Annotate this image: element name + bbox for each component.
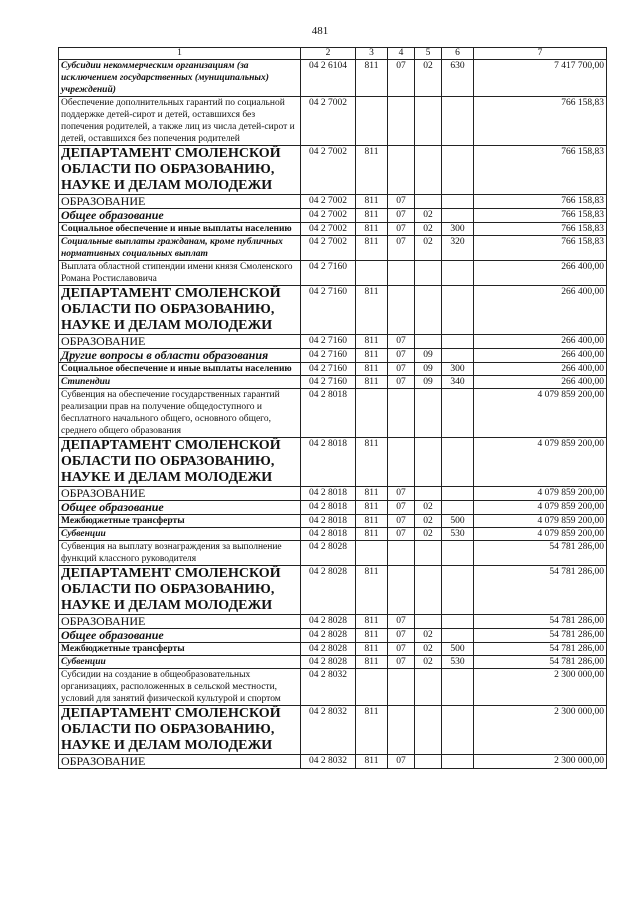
subsection-code [415, 669, 442, 706]
department-code: 811 [356, 335, 388, 349]
item-name: Обеспечение дополнительных гарантий по социальной поддержке детей-сирот и детей, оставшихся без попечения родителей, а также лиц из числа детей-сирот и детей, оставшихся без попечения родителей [59, 97, 301, 146]
section-code [388, 669, 415, 706]
table-row [59, 236, 607, 261]
amount: 766 158,83 [474, 195, 607, 209]
section-code [388, 389, 415, 438]
amount: 2 300 000,00 [474, 755, 607, 769]
department-code: 811 [356, 706, 388, 755]
subsection-code: 09 [415, 376, 442, 389]
item-name: ОБРАЗОВАНИЕ [59, 195, 301, 209]
department-code: 811 [356, 223, 388, 236]
expense-type-code [442, 629, 474, 643]
department-code: 811 [356, 209, 388, 223]
expense-type-code [442, 706, 474, 755]
subsection-code [415, 146, 442, 195]
target-code: 04 2 8018 [301, 501, 356, 515]
table-row [59, 629, 607, 643]
subsection-code: 02 [415, 643, 442, 656]
table-row [59, 335, 607, 349]
table-row [59, 209, 607, 223]
amount: 766 158,83 [474, 209, 607, 223]
target-code: 04 2 8028 [301, 566, 356, 615]
section-code: 07 [388, 376, 415, 389]
amount: 4 079 859 200,00 [474, 487, 607, 501]
department-code [356, 669, 388, 706]
table-row [59, 286, 607, 335]
table-row [59, 438, 607, 487]
subsection-code [415, 615, 442, 629]
header-row [59, 48, 607, 60]
subsection-code: 02 [415, 60, 442, 97]
amount: 766 158,83 [474, 97, 607, 146]
expense-type-code [442, 669, 474, 706]
item-name: Другие вопросы в области образования [59, 349, 301, 363]
department-code: 811 [356, 755, 388, 769]
amount: 54 781 286,00 [474, 566, 607, 615]
amount: 4 079 859 200,00 [474, 438, 607, 487]
section-code: 07 [388, 528, 415, 541]
page-number: 481 [311, 25, 329, 37]
expense-type-code: 530 [442, 528, 474, 541]
expense-type-code [442, 335, 474, 349]
amount: 7 417 700,00 [474, 60, 607, 97]
item-name: Стипендии [59, 376, 301, 389]
amount: 266 400,00 [474, 349, 607, 363]
item-name: Субвенция на выплату вознаграждения за выполнение функций классного руководителя [59, 541, 301, 566]
target-code: 04 2 7160 [301, 363, 356, 376]
subsection-code [415, 389, 442, 438]
amount: 266 400,00 [474, 363, 607, 376]
expense-type-code: 340 [442, 376, 474, 389]
header-cell: 7 [474, 48, 607, 60]
target-code: 04 2 8028 [301, 643, 356, 656]
target-code: 04 2 7160 [301, 376, 356, 389]
section-code: 07 [388, 643, 415, 656]
item-name: ОБРАЗОВАНИЕ [59, 335, 301, 349]
subsection-code [415, 195, 442, 209]
subsection-code: 02 [415, 209, 442, 223]
subsection-code: 02 [415, 236, 442, 261]
section-code: 07 [388, 515, 415, 528]
expense-type-code: 320 [442, 236, 474, 261]
table-row [59, 501, 607, 515]
header-cell: 3 [356, 48, 388, 60]
department-code [356, 97, 388, 146]
department-code: 811 [356, 515, 388, 528]
expense-type-code: 530 [442, 656, 474, 669]
amount: 266 400,00 [474, 376, 607, 389]
subsection-code [415, 706, 442, 755]
amount: 766 158,83 [474, 146, 607, 195]
table-row [59, 669, 607, 706]
item-name: ДЕПАРТАМЕНТ СМОЛЕНСКОЙ ОБЛАСТИ ПО ОБРАЗОВАНИЮ, НАУКЕ И ДЕЛАМ МОЛОДЕЖИ [59, 566, 301, 615]
department-code: 811 [356, 195, 388, 209]
budget-table [58, 47, 607, 769]
section-code: 07 [388, 487, 415, 501]
section-code: 07 [388, 335, 415, 349]
target-code: 04 2 8028 [301, 615, 356, 629]
header-cell: 1 [59, 48, 301, 60]
target-code: 04 2 7002 [301, 146, 356, 195]
target-code: 04 2 8032 [301, 669, 356, 706]
amount: 766 158,83 [474, 223, 607, 236]
table-row [59, 515, 607, 528]
table-row [59, 706, 607, 755]
target-code: 04 2 8028 [301, 541, 356, 566]
section-code: 07 [388, 501, 415, 515]
expense-type-code [442, 97, 474, 146]
section-code: 07 [388, 60, 415, 97]
subsection-code: 09 [415, 363, 442, 376]
expense-type-code [442, 541, 474, 566]
expense-type-code: 630 [442, 60, 474, 97]
amount: 54 781 286,00 [474, 656, 607, 669]
expense-type-code: 300 [442, 223, 474, 236]
section-code [388, 706, 415, 755]
amount: 2 300 000,00 [474, 706, 607, 755]
department-code [356, 541, 388, 566]
department-code: 811 [356, 487, 388, 501]
item-name: Социальные выплаты гражданам, кроме публичных нормативных социальных выплат [59, 236, 301, 261]
table-row [59, 60, 607, 97]
amount: 54 781 286,00 [474, 629, 607, 643]
table-row [59, 261, 607, 286]
table-row [59, 566, 607, 615]
subsection-code [415, 566, 442, 615]
table-row [59, 146, 607, 195]
target-code: 04 2 6104 [301, 60, 356, 97]
amount: 266 400,00 [474, 286, 607, 335]
department-code [356, 261, 388, 286]
section-code: 07 [388, 223, 415, 236]
department-code: 811 [356, 615, 388, 629]
table-row [59, 389, 607, 438]
header-cell: 2 [301, 48, 356, 60]
amount: 2 300 000,00 [474, 669, 607, 706]
section-code [388, 97, 415, 146]
item-name: ОБРАЗОВАНИЕ [59, 487, 301, 501]
target-code: 04 2 7002 [301, 195, 356, 209]
item-name: ДЕПАРТАМЕНТ СМОЛЕНСКОЙ ОБЛАСТИ ПО ОБРАЗОВАНИЮ, НАУКЕ И ДЕЛАМ МОЛОДЕЖИ [59, 706, 301, 755]
expense-type-code: 300 [442, 363, 474, 376]
item-name: ОБРАЗОВАНИЕ [59, 755, 301, 769]
section-code [388, 286, 415, 335]
table-row [59, 363, 607, 376]
section-code [388, 541, 415, 566]
target-code: 04 2 7160 [301, 335, 356, 349]
subsection-code [415, 755, 442, 769]
table-row [59, 656, 607, 669]
subsection-code [415, 541, 442, 566]
department-code: 811 [356, 629, 388, 643]
section-code: 07 [388, 349, 415, 363]
amount: 4 079 859 200,00 [474, 528, 607, 541]
section-code: 07 [388, 629, 415, 643]
item-name: Общее образование [59, 629, 301, 643]
amount: 266 400,00 [474, 335, 607, 349]
section-code [388, 438, 415, 487]
table-row [59, 349, 607, 363]
department-code [356, 389, 388, 438]
target-code: 04 2 7160 [301, 286, 356, 335]
expense-type-code [442, 487, 474, 501]
expense-type-code [442, 349, 474, 363]
target-code: 04 2 8032 [301, 755, 356, 769]
expense-type-code [442, 755, 474, 769]
subsection-code: 02 [415, 629, 442, 643]
item-name: Субвенции [59, 656, 301, 669]
subsection-code: 09 [415, 349, 442, 363]
expense-type-code [442, 146, 474, 195]
amount: 266 400,00 [474, 261, 607, 286]
item-name: Общее образование [59, 501, 301, 515]
department-code: 811 [356, 501, 388, 515]
department-code: 811 [356, 376, 388, 389]
amount: 766 158,83 [474, 236, 607, 261]
expense-type-code [442, 438, 474, 487]
table-row [59, 643, 607, 656]
amount: 4 079 859 200,00 [474, 389, 607, 438]
item-name: Выплата областной стипендии имени князя Смоленского Романа Ростиславовича [59, 261, 301, 286]
item-name: ДЕПАРТАМЕНТ СМОЛЕНСКОЙ ОБЛАСТИ ПО ОБРАЗОВАНИЮ, НАУКЕ И ДЕЛАМ МОЛОДЕЖИ [59, 146, 301, 195]
target-code: 04 2 7002 [301, 236, 356, 261]
target-code: 04 2 8028 [301, 656, 356, 669]
section-code: 07 [388, 656, 415, 669]
department-code: 811 [356, 363, 388, 376]
table-body [59, 48, 607, 769]
expense-type-code [442, 615, 474, 629]
section-code: 07 [388, 615, 415, 629]
item-name: ОБРАЗОВАНИЕ [59, 615, 301, 629]
table-row [59, 487, 607, 501]
item-name: Межбюджетные трансферты [59, 643, 301, 656]
subsection-code: 02 [415, 656, 442, 669]
table-row [59, 541, 607, 566]
department-code: 811 [356, 60, 388, 97]
item-name: Субвенции [59, 528, 301, 541]
section-code: 07 [388, 195, 415, 209]
section-code [388, 146, 415, 195]
subsection-code [415, 261, 442, 286]
target-code: 04 2 7002 [301, 223, 356, 236]
subsection-code [415, 335, 442, 349]
table-row [59, 97, 607, 146]
table-row [59, 223, 607, 236]
table-row [59, 755, 607, 769]
target-code: 04 2 8032 [301, 706, 356, 755]
subsection-code: 02 [415, 501, 442, 515]
item-name: Социальное обеспечение и иные выплаты населению [59, 363, 301, 376]
department-code: 811 [356, 643, 388, 656]
subsection-code: 02 [415, 223, 442, 236]
expense-type-code [442, 261, 474, 286]
section-code: 07 [388, 236, 415, 261]
target-code: 04 2 7160 [301, 261, 356, 286]
expense-type-code [442, 209, 474, 223]
subsection-code [415, 487, 442, 501]
item-name: Общее образование [59, 209, 301, 223]
expense-type-code [442, 566, 474, 615]
target-code: 04 2 8028 [301, 629, 356, 643]
expense-type-code: 500 [442, 643, 474, 656]
section-code: 07 [388, 755, 415, 769]
amount: 54 781 286,00 [474, 541, 607, 566]
section-code: 07 [388, 209, 415, 223]
header-cell: 6 [442, 48, 474, 60]
section-code [388, 261, 415, 286]
department-code: 811 [356, 286, 388, 335]
target-code: 04 2 8018 [301, 487, 356, 501]
amount: 4 079 859 200,00 [474, 515, 607, 528]
target-code: 04 2 8018 [301, 528, 356, 541]
subsection-code [415, 286, 442, 335]
department-code: 811 [356, 236, 388, 261]
table-row [59, 528, 607, 541]
item-name: Социальное обеспечение и иные выплаты населению [59, 223, 301, 236]
section-code: 07 [388, 363, 415, 376]
subsection-code [415, 97, 442, 146]
expense-type-code [442, 389, 474, 438]
target-code: 04 2 7160 [301, 349, 356, 363]
department-code: 811 [356, 528, 388, 541]
item-name: ДЕПАРТАМЕНТ СМОЛЕНСКОЙ ОБЛАСТИ ПО ОБРАЗОВАНИЮ, НАУКЕ И ДЕЛАМ МОЛОДЕЖИ [59, 286, 301, 335]
section-code [388, 566, 415, 615]
target-code: 04 2 8018 [301, 515, 356, 528]
item-name: Субсидии на создание в общеобразовательных организациях, расположенных в сельской местности, условий для занятий физической культурой и спортом [59, 669, 301, 706]
table-row [59, 376, 607, 389]
header-cell: 5 [415, 48, 442, 60]
item-name: ДЕПАРТАМЕНТ СМОЛЕНСКОЙ ОБЛАСТИ ПО ОБРАЗОВАНИЮ, НАУКЕ И ДЕЛАМ МОЛОДЕЖИ [59, 438, 301, 487]
amount: 4 079 859 200,00 [474, 501, 607, 515]
department-code: 811 [356, 146, 388, 195]
item-name: Субвенция на обеспечение государственных гарантий реализации прав на получение общедоступного и бесплатного начального общего, основного общего, среднего общего образования [59, 389, 301, 438]
table-row [59, 615, 607, 629]
subsection-code: 02 [415, 528, 442, 541]
expense-type-code [442, 501, 474, 515]
subsection-code [415, 438, 442, 487]
target-code: 04 2 8018 [301, 438, 356, 487]
expense-type-code [442, 195, 474, 209]
department-code: 811 [356, 438, 388, 487]
target-code: 04 2 7002 [301, 209, 356, 223]
expense-type-code: 500 [442, 515, 474, 528]
expense-type-code [442, 286, 474, 335]
table-row [59, 195, 607, 209]
subsection-code: 02 [415, 515, 442, 528]
header-cell: 4 [388, 48, 415, 60]
department-code: 811 [356, 566, 388, 615]
item-name: Межбюджетные трансферты [59, 515, 301, 528]
target-code: 04 2 7002 [301, 97, 356, 146]
amount: 54 781 286,00 [474, 615, 607, 629]
amount: 54 781 286,00 [474, 643, 607, 656]
item-name: Субсидии некоммерческим организациям (за исключением государственных (муниципальных) учреждений) [59, 60, 301, 97]
department-code: 811 [356, 656, 388, 669]
department-code: 811 [356, 349, 388, 363]
target-code: 04 2 8018 [301, 389, 356, 438]
